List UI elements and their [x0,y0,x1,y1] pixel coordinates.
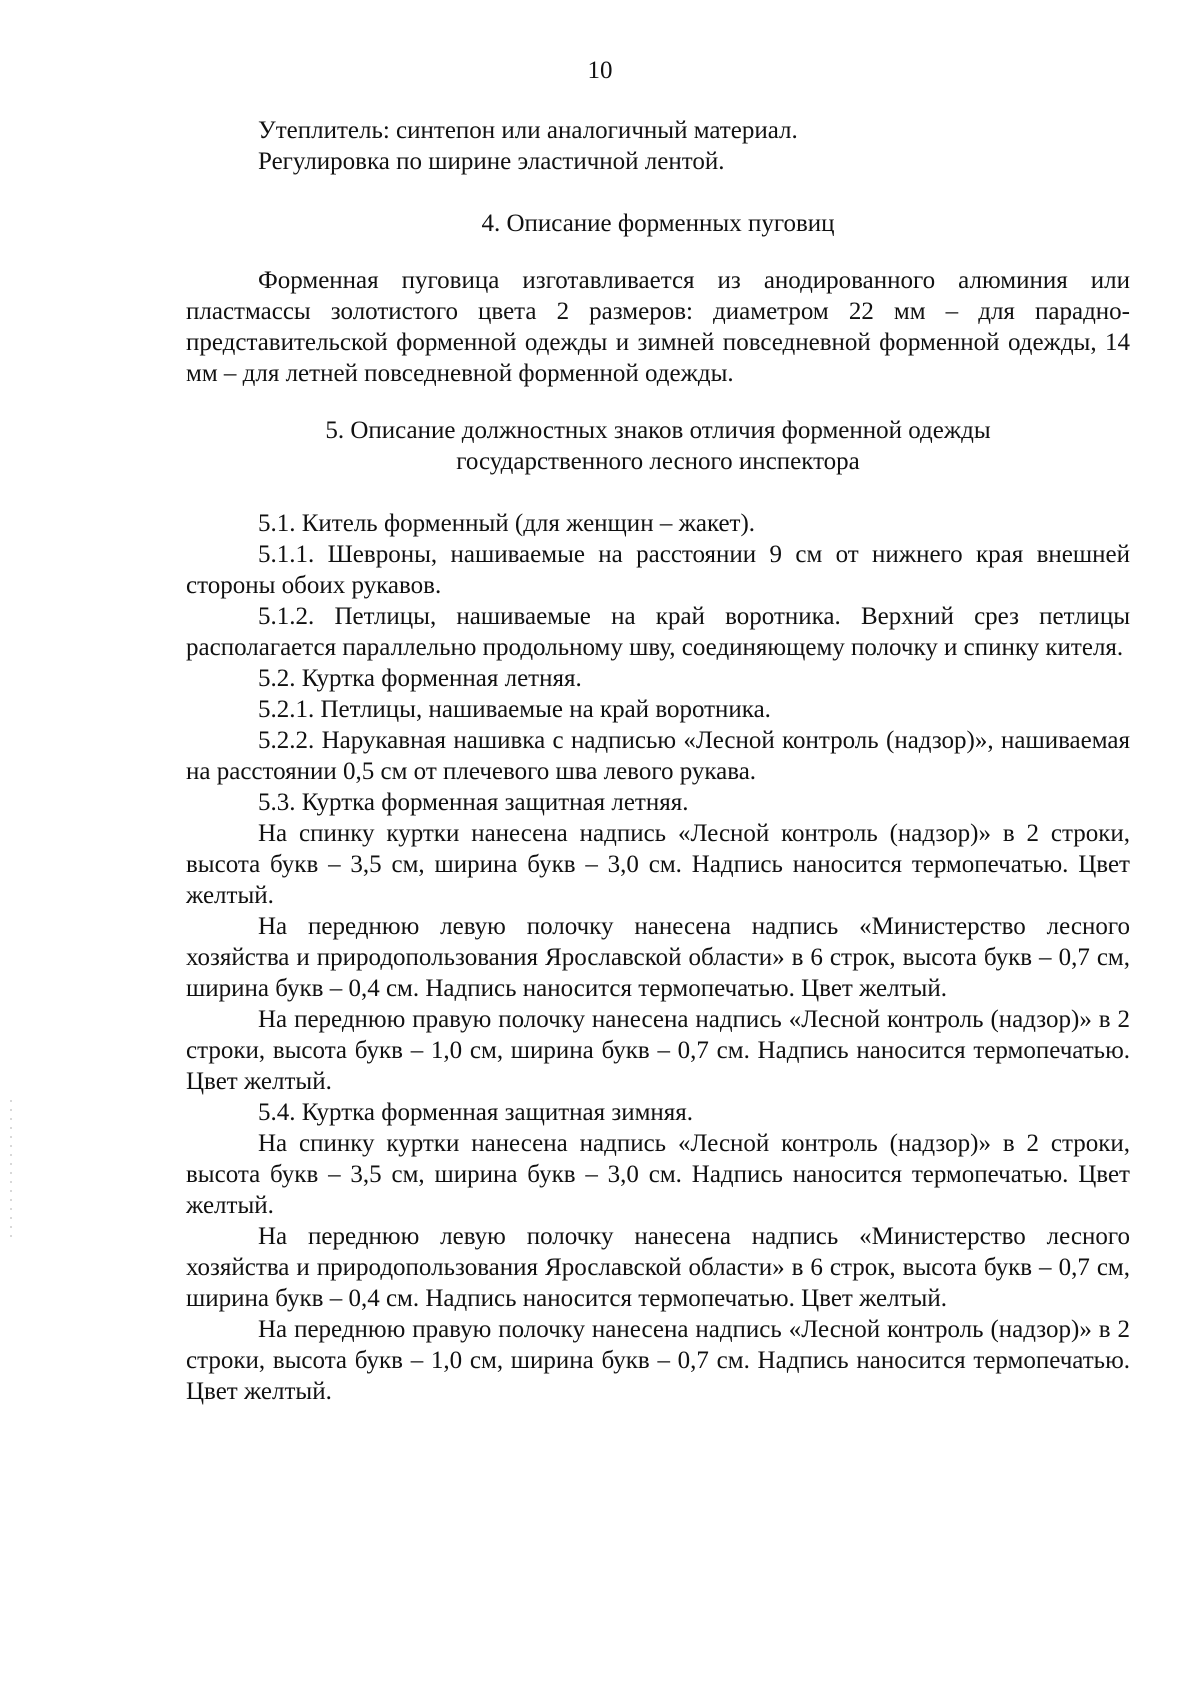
paragraph-5-1-2: 5.1.2. Петлицы, нашиваемые на край воротника. Верхний срез петлицы располагается параллельно продольному шву, соединяющему полочку и спинку кителя. [186,603,1130,661]
paragraph-5-3: 5.3. Куртка форменная защитная летняя. [258,789,689,816]
paragraph-5-2-2: 5.2.2. Нарукавная нашивка с надписью «Лесной контроль (надзор)», нашиваемая на расстоянии 0,5 см от плечевого шва левого рукава. [186,727,1130,785]
spacer [186,477,1130,508]
paragraph-5-2-1: 5.2.1. Петлицы, нашиваемые на край воротника. [258,696,771,723]
paragraph-5-4: 5.4. Куртка форменная защитная зимняя. [258,1099,694,1126]
document-body [186,115,1130,1407]
paragraph-5-4-back: На спинку куртки нанесена надпись «Лесной контроль (надзор)» в 2 строки, высота букв – 3,5 см, ширина букв – 3,0 см. Надпись наносится термопечатью. Цвет желтый. [186,1130,1130,1219]
spacer [186,239,1130,265]
paragraph-5-1: 5.1. Китель форменный (для женщин – жакет). [258,510,756,537]
section-5-heading-line-1: 5. Описание должностных знаков отличия форменной одежды [325,417,991,444]
spacer [186,177,1130,208]
section-5-heading-line-2: государственного лесного инспектора [456,448,860,475]
paragraph-5-4-front-left: На переднюю левую полочку нанесена надпись «Министерство лесного хозяйства и природопользования Ярославской области» в 6 строк, высота букв – 0,7 см, ширина букв – 0,4 см. Надпись наносится термопечатью. Цвет желтый. [186,1223,1130,1312]
page-number: 10 [587,57,613,84]
spacer [186,389,1130,415]
section-4-paragraph: Форменная пуговица изготавливается из анодированного алюминия или пластмассы золотистого цвета 2 размеров: диаметром 22 мм – для парадно-представительской форменной одежды и зимней повседневной форменной одежды, 14 мм – для летней повседневной форменной одежды. [186,267,1130,387]
paragraph-5-3-front-left: На переднюю левую полочку нанесена надпись «Министерство лесного хозяйства и природопользования Ярославской области» в 6 строк, высота букв – 0,7 см, ширина букв – 0,4 см. Надпись наносится термопечатью. Цвет желтый. [186,913,1130,1002]
intro-line-adjustment: Регулировка по ширине эластичной лентой. [258,148,725,175]
paragraph-5-2: 5.2. Куртка форменная летняя. [258,665,582,692]
paragraph-5-3-back: На спинку куртки нанесена надпись «Лесной контроль (надзор)» в 2 строки, высота букв – 3,5 см, ширина букв – 3,0 см. Надпись наносится термопечатью. Цвет желтый. [186,820,1130,909]
section-4-heading: 4. Описание форменных пуговиц [481,210,835,237]
paragraph-5-3-front-right: На переднюю правую полочку нанесена надпись «Лесной контроль (надзор)» в 2 строки, высота букв – 1,0 см, ширина букв – 0,7 см. Надпись наносится термопечатью. Цвет желтый. [186,1006,1130,1095]
paragraph-5-4-front-right: На переднюю правую полочку нанесена надпись «Лесной контроль (надзор)» в 2 строки, высота букв – 1,0 см, ширина букв – 0,7 см. Надпись наносится термопечатью. Цвет желтый. [186,1316,1130,1405]
scan-margin-marks [10,1100,12,1240]
intro-line-insulation: Утеплитель: синтепон или аналогичный материал. [258,117,798,144]
paragraph-5-1-1: 5.1.1. Шевроны, нашиваемые на расстоянии 9 см от нижнего края внешней стороны обоих рукавов. [186,541,1130,599]
